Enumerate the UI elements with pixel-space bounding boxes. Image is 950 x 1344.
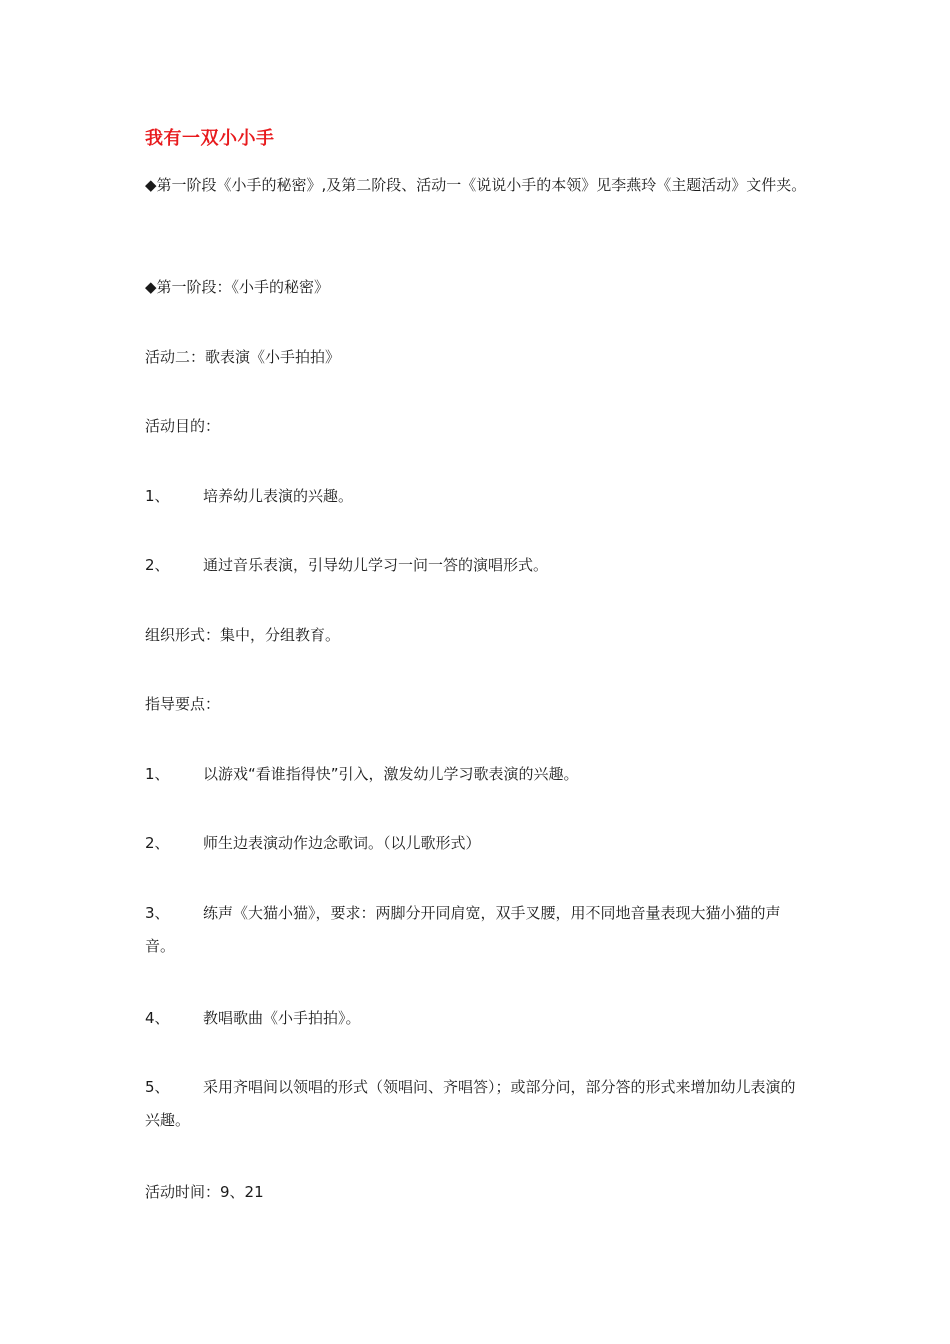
intro-paragraph: ◆第一阶段《小手的秘密》,及第二阶段、活动一《说说小手的本领》见李燕玲《主题活动》文件夹。 <box>145 176 807 194</box>
guide-number: 5、 <box>145 1078 170 1096</box>
guide-number: 2、 <box>145 834 170 852</box>
guide-number: 3、 <box>145 904 170 922</box>
guide-item-wrapped <box>145 1071 805 1137</box>
guide-item-wrapped <box>145 897 805 963</box>
guide-number: 4、 <box>145 1009 170 1027</box>
organization-form: 组织形式：集中，分组教育。 <box>145 626 341 644</box>
activity-time: 活动时间：9、21 <box>145 1183 264 1201</box>
guide-heading: 指导要点： <box>145 695 221 713</box>
activity-heading: 活动二：歌表演《小手拍拍》 <box>145 348 341 366</box>
guide-number: 1、 <box>145 765 170 783</box>
goal-heading: 活动目的： <box>145 417 221 435</box>
goal-number: 1、 <box>145 487 170 505</box>
guide-item-text: 练声《大猫小猫》，要求：两脚分开同肩宽，双手叉腰，用不同地音量表现大猫小猫的声音。 <box>145 904 781 955</box>
document-title: 我有一双小小手 <box>145 128 275 149</box>
goal-item: 通过音乐表演，引导幼儿学习一问一答的演唱形式。 <box>203 556 549 574</box>
stage-heading: ◆第一阶段：《小手的秘密》 <box>145 278 330 296</box>
goal-number: 2、 <box>145 556 170 574</box>
guide-item: 师生边表演动作边念歌词。（以儿歌形式） <box>203 834 481 852</box>
guide-item: 教唱歌曲《小手拍拍》。 <box>203 1009 361 1027</box>
guide-item-text: 采用齐唱间以领唱的形式（领唱问、齐唱答）；或部分问，部分答的形式来增加幼儿表演的兴趣。 <box>145 1078 796 1129</box>
goal-item: 培养幼儿表演的兴趣。 <box>203 487 354 505</box>
guide-item: 以游戏“看谁指得快”引入，激发幼儿学习歌表演的兴趣。 <box>203 765 579 783</box>
